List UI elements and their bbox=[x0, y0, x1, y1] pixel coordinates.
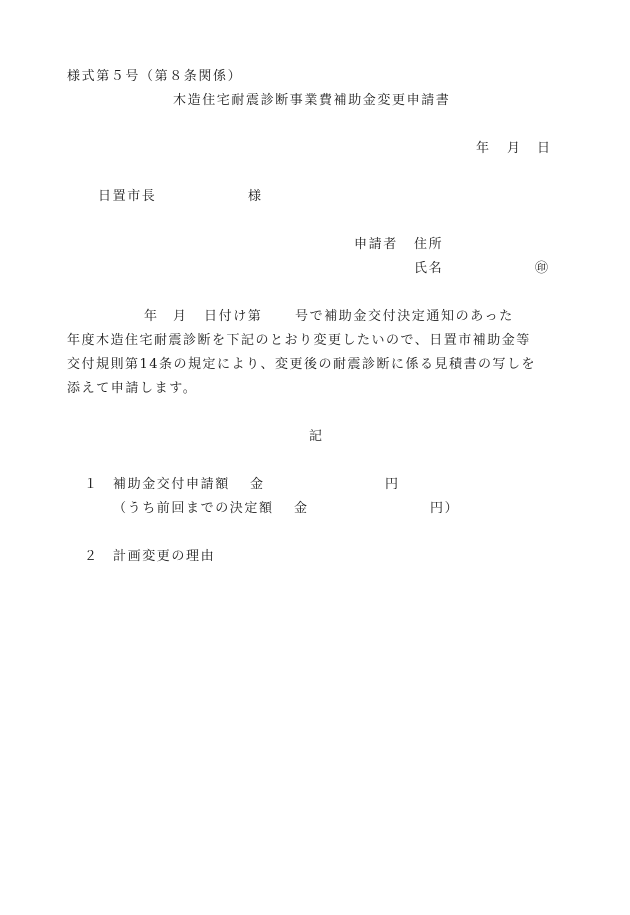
item1-sub-label: （うち前回までの決定額 bbox=[113, 501, 274, 516]
seal-mark: ㊞ bbox=[535, 261, 550, 276]
item1-sub-kin: 金 bbox=[294, 501, 309, 516]
body-line4: 添えて申請します。 bbox=[67, 381, 198, 396]
date-year-label: 年 bbox=[476, 141, 491, 156]
item1-label: 補助金交付申請額 bbox=[113, 477, 230, 492]
item1-yen: 円 bbox=[385, 477, 400, 492]
item1-number: １ bbox=[84, 477, 99, 492]
applicant-name-label: 氏名 bbox=[414, 261, 444, 276]
body-line2: 年度木造住宅耐震診断を下記のとおり変更したいので、日置市補助金等 bbox=[67, 333, 531, 348]
applicant-role-label: 申請者 bbox=[354, 237, 398, 252]
item1-kin: 金 bbox=[250, 477, 265, 492]
date-day-label: 日 bbox=[537, 141, 552, 156]
item1-sub-yen: 円） bbox=[430, 501, 460, 516]
addressee-honorific: 様 bbox=[248, 189, 263, 204]
body-line3: 交付規則第14条の規定により、変更後の耐震診断に係る見積書の写しを bbox=[67, 357, 537, 372]
item2-number: ２ bbox=[84, 549, 99, 564]
document-title: 木造住宅耐震診断事業費補助金変更申請書 bbox=[173, 93, 451, 108]
item2-label: 計画変更の理由 bbox=[113, 549, 216, 564]
addressee-name: 日置市長 bbox=[98, 189, 157, 204]
body-year: 年 bbox=[144, 309, 159, 324]
body-month: 月 bbox=[173, 309, 188, 324]
body-day-no: 日付け第 bbox=[204, 309, 263, 324]
body-line1-rest: 号で補助金交付決定通知のあった bbox=[295, 309, 514, 324]
ki-heading: 記 bbox=[309, 429, 324, 444]
form-number: 様式第５号（第８条関係） bbox=[67, 69, 243, 84]
date-month-label: 月 bbox=[507, 141, 522, 156]
applicant-address-label: 住所 bbox=[414, 237, 444, 252]
